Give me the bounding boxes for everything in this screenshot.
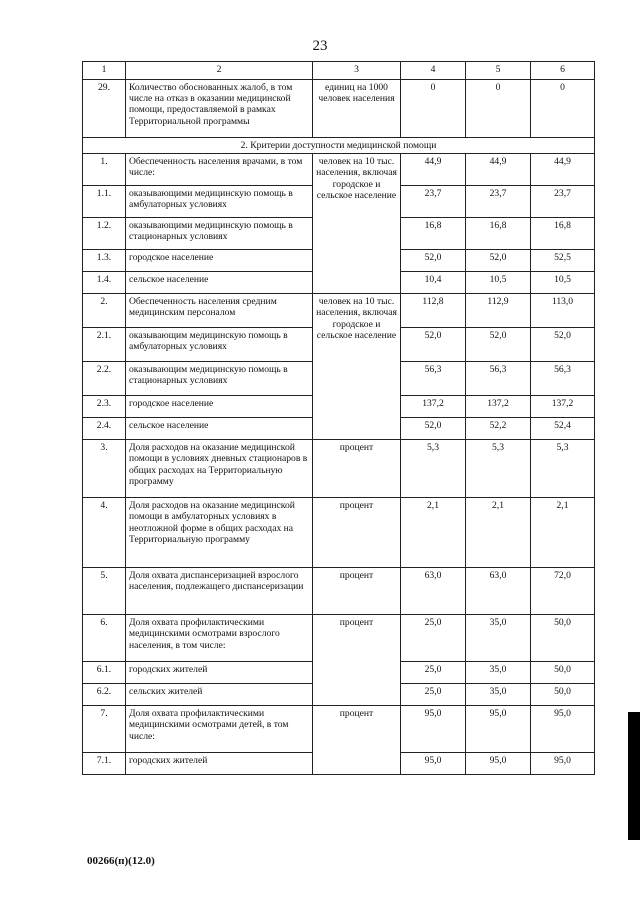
value-col-5: 56,3	[466, 362, 531, 396]
value-col-4: 52,0	[401, 328, 466, 362]
value-col-5: 35,0	[466, 615, 531, 662]
row-unit: процент	[313, 568, 401, 615]
header-col-4: 4	[401, 62, 466, 80]
value-col-6: 50,0	[531, 684, 595, 706]
row-unit: процент	[313, 706, 401, 775]
value-col-5: 137,2	[466, 396, 531, 418]
value-col-6: 52,5	[531, 250, 595, 272]
value-col-5: 5,3	[466, 440, 531, 498]
row-number: 3.	[83, 440, 126, 498]
value-col-5: 112,9	[466, 294, 531, 328]
value-col-4: 44,9	[401, 154, 466, 186]
row-number: 5.	[83, 568, 126, 615]
value-col-4: 63,0	[401, 568, 466, 615]
row-description: оказывающими медицинскую помощь в амбулаторных условиях	[126, 186, 313, 218]
value-col-4: 0	[401, 80, 466, 138]
value-col-5: 10,5	[466, 272, 531, 294]
table-row	[83, 568, 595, 615]
row-unit: человек на 10 тыс. населения, включая городское и сельское население	[313, 154, 401, 294]
row-number: 2.1.	[83, 328, 126, 362]
row-number: 1.2.	[83, 218, 126, 250]
row-description: Доля расходов на оказание медицинской помощи в условиях дневных стационаров в общих расходах на Территориальную программу	[126, 440, 313, 498]
row-number: 2.4.	[83, 418, 126, 440]
value-col-5: 95,0	[466, 706, 531, 753]
table-header-row	[83, 62, 595, 80]
row-number: 6.1.	[83, 662, 126, 684]
header-col-1: 1	[83, 62, 126, 80]
row-description: городских жителей	[126, 753, 313, 775]
row-description: городское население	[126, 250, 313, 272]
row-description: Обеспеченность населения врачами, в том числе:	[126, 154, 313, 186]
value-col-5: 35,0	[466, 684, 531, 706]
value-col-5: 52,0	[466, 250, 531, 272]
value-col-4: 25,0	[401, 684, 466, 706]
row-unit: процент	[313, 498, 401, 568]
header-col-3: 3	[313, 62, 401, 80]
value-col-4: 137,2	[401, 396, 466, 418]
row-number: 2.	[83, 294, 126, 328]
value-col-4: 16,8	[401, 218, 466, 250]
row-description: оказывающими медицинскую помощь в стационарных условиях	[126, 218, 313, 250]
table-row	[83, 706, 595, 753]
row-description: Количество обоснованных жалоб, в том числе на отказ в оказании медицинской помощи, предоставляемой в рамках Территориальной программы	[126, 80, 313, 138]
table-row	[83, 294, 595, 328]
row-number: 1.4.	[83, 272, 126, 294]
footer-document-code: 00266(п)(12.0)	[87, 855, 155, 867]
header-col-5: 5	[466, 62, 531, 80]
row-description: Доля охвата диспансеризацией взрослого населения, подлежащего диспансеризации	[126, 568, 313, 615]
row-unit: процент	[313, 615, 401, 706]
value-col-6: 10,5	[531, 272, 595, 294]
value-col-5: 95,0	[466, 753, 531, 775]
value-col-4: 5,3	[401, 440, 466, 498]
row-description: Доля охвата профилактическими медицинскими осмотрами взрослого населения, в том числе:	[126, 615, 313, 662]
row-description: сельских жителей	[126, 684, 313, 706]
value-col-6: 0	[531, 80, 595, 138]
value-col-5: 52,2	[466, 418, 531, 440]
row-number: 4.	[83, 498, 126, 568]
value-col-4: 25,0	[401, 662, 466, 684]
value-col-6: 72,0	[531, 568, 595, 615]
row-description: сельское население	[126, 418, 313, 440]
row-description: Доля расходов на оказание медицинской помощи в амбулаторных условиях в неотложной форме в общих расходах на Территориальную программу	[126, 498, 313, 568]
row-number: 2.3.	[83, 396, 126, 418]
value-col-6: 2,1	[531, 498, 595, 568]
row-number: 2.2.	[83, 362, 126, 396]
value-col-5: 2,1	[466, 498, 531, 568]
row-number: 6.	[83, 615, 126, 662]
value-col-5: 52,0	[466, 328, 531, 362]
value-col-6: 137,2	[531, 396, 595, 418]
row-unit: процент	[313, 440, 401, 498]
row-number: 1.1.	[83, 186, 126, 218]
value-col-6: 5,3	[531, 440, 595, 498]
row-number: 1.3.	[83, 250, 126, 272]
value-col-6: 52,4	[531, 418, 595, 440]
value-col-4: 95,0	[401, 753, 466, 775]
row-number: 7.	[83, 706, 126, 753]
section-row	[83, 138, 595, 154]
value-col-6: 44,9	[531, 154, 595, 186]
table-row	[83, 440, 595, 498]
value-col-4: 2,1	[401, 498, 466, 568]
value-col-6: 113,0	[531, 294, 595, 328]
row-description: сельское население	[126, 272, 313, 294]
value-col-6: 16,8	[531, 218, 595, 250]
value-col-6: 56,3	[531, 362, 595, 396]
criteria-table	[82, 61, 595, 775]
value-col-5: 16,8	[466, 218, 531, 250]
value-col-6: 50,0	[531, 615, 595, 662]
value-col-6: 52,0	[531, 328, 595, 362]
header-col-2: 2	[126, 62, 313, 80]
value-col-5: 63,0	[466, 568, 531, 615]
value-col-4: 52,0	[401, 418, 466, 440]
row-number: 6.2.	[83, 684, 126, 706]
table-row	[83, 154, 595, 186]
value-col-5: 35,0	[466, 662, 531, 684]
value-col-6: 95,0	[531, 706, 595, 753]
value-col-4: 56,3	[401, 362, 466, 396]
value-col-4: 23,7	[401, 186, 466, 218]
section-title: 2. Критерии доступности медицинской помощи	[83, 138, 595, 154]
value-col-6: 23,7	[531, 186, 595, 218]
table-row	[83, 615, 595, 662]
value-col-4: 95,0	[401, 706, 466, 753]
value-col-4: 25,0	[401, 615, 466, 662]
row-description: городское население	[126, 396, 313, 418]
row-description: оказывающим медицинскую помощь в амбулаторных условиях	[126, 328, 313, 362]
value-col-5: 44,9	[466, 154, 531, 186]
table-row	[83, 498, 595, 568]
value-col-4: 112,8	[401, 294, 466, 328]
row-number: 1.	[83, 154, 126, 186]
value-col-5: 0	[466, 80, 531, 138]
row-description: Обеспеченность населения средним медицинским персоналом	[126, 294, 313, 328]
header-col-6: 6	[531, 62, 595, 80]
table-row	[83, 80, 595, 138]
value-col-4: 10,4	[401, 272, 466, 294]
row-number: 7.1.	[83, 753, 126, 775]
row-unit: единиц на 1000 человек населения	[313, 80, 401, 138]
scan-edge-mark	[628, 712, 640, 840]
value-col-6: 50,0	[531, 662, 595, 684]
row-unit: человек на 10 тыс. населения, включая городское и сельское население	[313, 294, 401, 440]
row-description: Доля охвата профилактическими медицинскими осмотрами детей, в том числе:	[126, 706, 313, 753]
value-col-4: 52,0	[401, 250, 466, 272]
value-col-5: 23,7	[466, 186, 531, 218]
page-number: 23	[312, 38, 328, 54]
value-col-6: 95,0	[531, 753, 595, 775]
row-description: оказывающим медицинскую помощь в стационарных условиях	[126, 362, 313, 396]
row-number: 29.	[83, 80, 126, 138]
row-description: городских жителей	[126, 662, 313, 684]
